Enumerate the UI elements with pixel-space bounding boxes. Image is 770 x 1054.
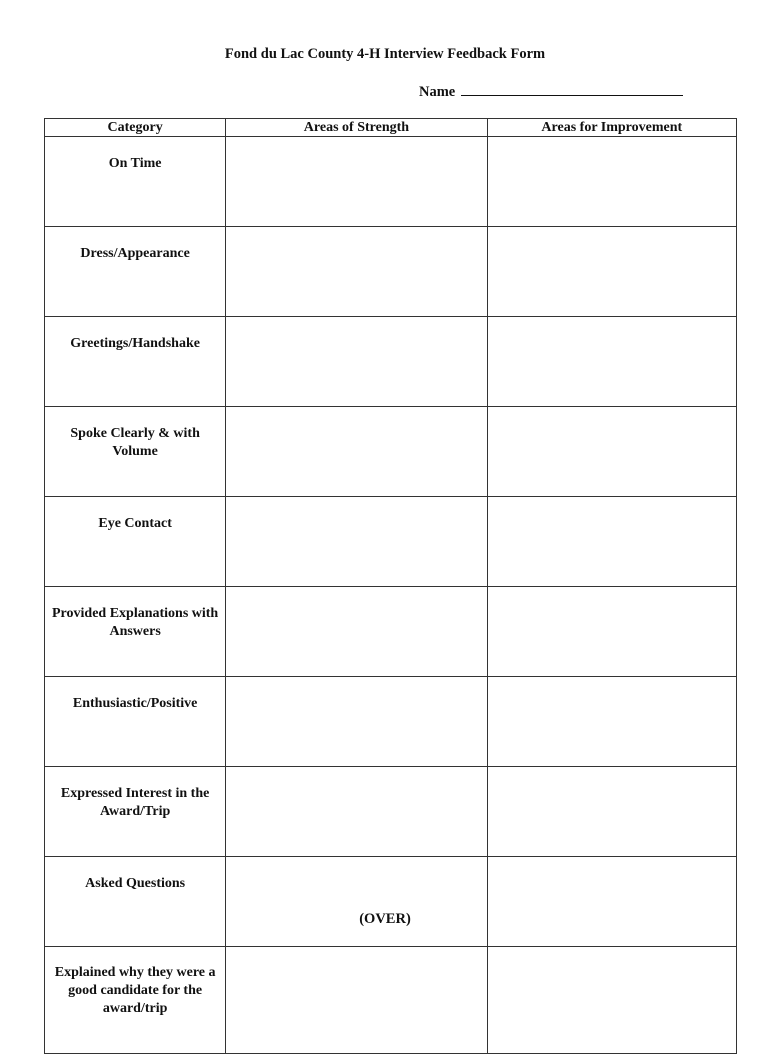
table-row <box>45 407 737 497</box>
column-header-category: Category <box>45 119 226 137</box>
strength-cell[interactable] <box>226 497 487 587</box>
column-header-strength: Areas of Strength <box>226 119 487 137</box>
table-row <box>45 317 737 407</box>
name-input-line[interactable] <box>461 83 683 96</box>
strength-cell[interactable] <box>226 587 487 677</box>
strength-cell[interactable] <box>226 677 487 767</box>
table-header-row <box>45 119 737 137</box>
table-row <box>45 497 737 587</box>
name-label: Name <box>419 84 456 100</box>
category-cell: Spoke Clearly & with Volume <box>45 407 226 497</box>
table-row <box>45 137 737 227</box>
table-row <box>45 677 737 767</box>
category-cell: Eye Contact <box>45 497 226 587</box>
strength-cell[interactable] <box>226 407 487 497</box>
table-row <box>45 767 737 857</box>
category-cell: Enthusiastic/Positive <box>45 677 226 767</box>
improvement-cell[interactable] <box>487 767 736 857</box>
improvement-cell[interactable] <box>487 137 736 227</box>
strength-cell[interactable] <box>226 227 487 317</box>
strength-cell[interactable] <box>226 767 487 857</box>
category-cell: On Time <box>45 137 226 227</box>
strength-cell[interactable] <box>226 137 487 227</box>
strength-cell[interactable] <box>226 857 487 947</box>
category-cell: Explained why they were a good candidate for the award/trip <box>45 947 226 1054</box>
strength-cell[interactable] <box>226 947 487 1054</box>
improvement-cell[interactable] <box>487 587 736 677</box>
improvement-cell[interactable] <box>487 227 736 317</box>
category-cell: Dress/Appearance <box>45 227 226 317</box>
category-cell: Provided Explanations with Answers <box>45 587 226 677</box>
table-row <box>45 227 737 317</box>
improvement-cell[interactable] <box>487 407 736 497</box>
form-title: Fond du Lac County 4-H Interview Feedback Form <box>224 46 546 62</box>
table-row <box>45 587 737 677</box>
category-cell: Greetings/Handshake <box>45 317 226 407</box>
improvement-cell[interactable] <box>487 317 736 407</box>
strength-cell[interactable] <box>226 317 487 407</box>
category-cell: Asked Questions <box>45 857 226 947</box>
over-note: (OVER) <box>359 911 411 927</box>
improvement-cell[interactable] <box>487 677 736 767</box>
improvement-cell[interactable] <box>487 947 736 1054</box>
table-row <box>45 947 737 1054</box>
table-row <box>45 857 737 947</box>
category-cell: Expressed Interest in the Award/Trip <box>45 767 226 857</box>
name-field-row <box>419 83 683 101</box>
improvement-cell[interactable] <box>487 497 736 587</box>
column-header-improvement: Areas for Improvement <box>487 119 736 137</box>
improvement-cell[interactable] <box>487 857 736 947</box>
